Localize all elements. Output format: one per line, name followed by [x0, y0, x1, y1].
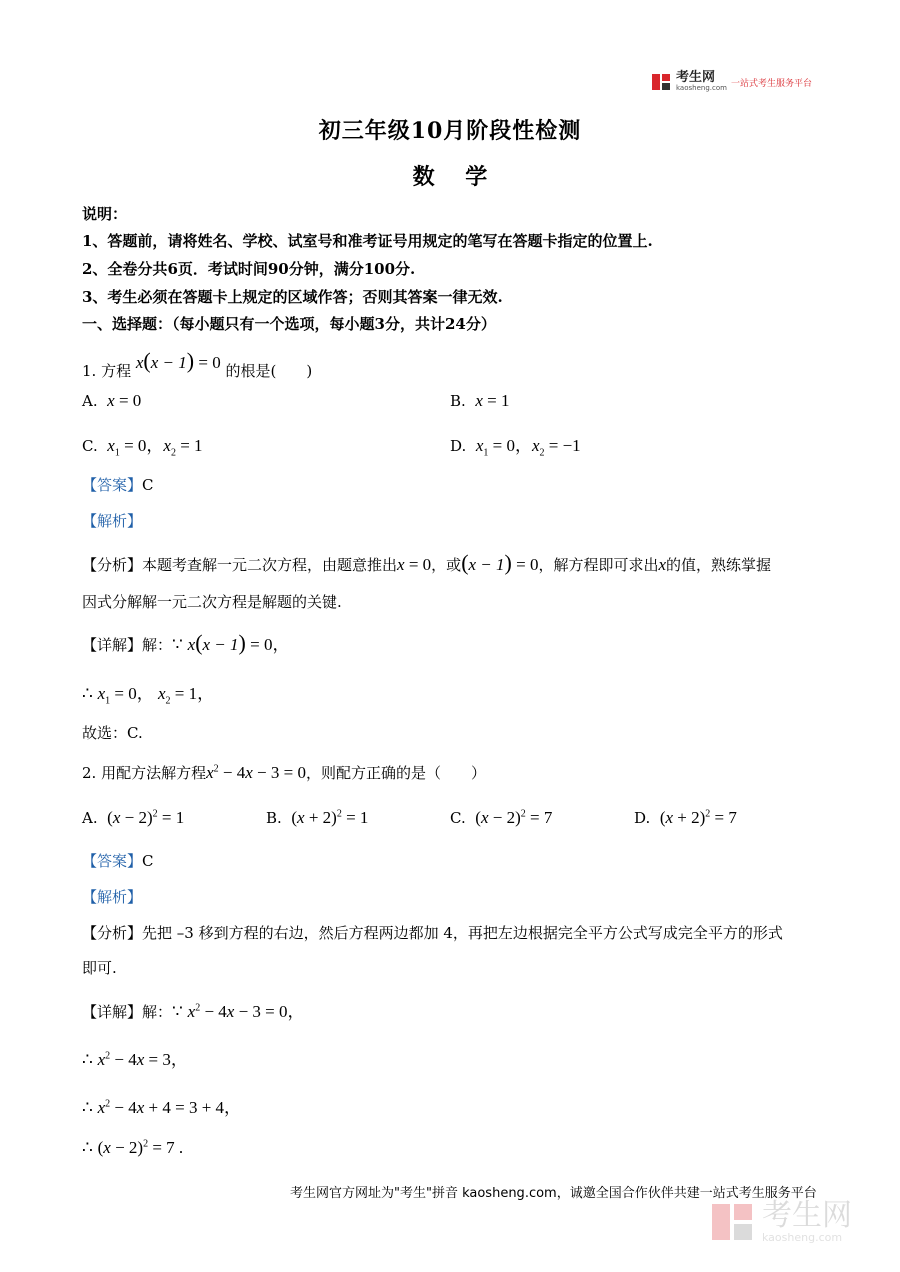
analysis-line: 即可. — [82, 959, 117, 977]
instruction-item: 3、考生必须在答题卡上规定的区域作答；否则其答案一律无效. — [82, 288, 503, 306]
analysis-line: 因式分解解一元二次方程是解题的关键. — [82, 593, 342, 611]
watermark-name: 考生网 — [762, 1197, 852, 1233]
answer-value: C — [142, 476, 154, 494]
answer-2 — [82, 850, 154, 871]
equation: x(x − 1) = 0 — [135, 348, 221, 373]
detail-line: ∴ $x^2 - 4x + 4 = 3 + 4$， — [82, 1098, 242, 1117]
analysis-tag: 【解析】 — [82, 888, 143, 906]
question-1-prefix: 1. 方程 — [82, 362, 132, 380]
option-b: B. x = 1 — [450, 391, 510, 410]
analysis-line: 【分析】先把 –3 移到方程的右边，然后方程两边都加 4，再把左边根据完全平方公式写成完全平方的形式 — [82, 924, 783, 942]
kaosheng-watermark-icon — [712, 1200, 756, 1244]
logo-domain: kaosheng.com — [676, 84, 727, 92]
option-c: C. $x_1 = 0$，$x_2 = 1$ — [82, 436, 203, 459]
detail-line: ∴ $x^2 - 4x = 3$， — [82, 1050, 188, 1069]
question-1 — [82, 348, 313, 382]
conclusion: 故选：C. — [82, 724, 143, 742]
logo-name: 考生网 — [676, 70, 716, 85]
option-c: C. $(x - 2)^2 = 7$ — [450, 808, 553, 827]
watermark — [712, 1197, 852, 1244]
detail-line: ∴ $(x - 2)^2 = 7$ . — [82, 1138, 184, 1157]
header-logo — [652, 72, 812, 92]
page-title: 初三年级10月阶段性检测 — [318, 118, 582, 144]
kaosheng-logo-icon — [652, 72, 672, 92]
analysis-line: 【分析】本题考查解一元二次方程，由题意推出x = 0，或(x − 1) = 0，解方程即可求出x的值，熟练掌握 — [82, 550, 772, 575]
watermark-domain: kaosheng.com — [762, 1230, 843, 1244]
option-b: B. $(x + 2)^2 = 1$ — [266, 808, 369, 827]
detail-line: 【详解】解：∵ x(x − 1) = 0， — [82, 630, 290, 655]
detail-line: ∴ $x_1 = 0$， $x_2 = 1$， — [82, 684, 215, 707]
logo-slogan: 一站式考生服务平台 — [730, 78, 812, 89]
analysis-tag: 【解析】 — [82, 512, 143, 530]
option-d: D. $x_1 = 0$，$x_2 = -1$ — [450, 436, 581, 459]
footer-text: 考生网官方网址为"考生"拼音 kaosheng.com，诚邀全国合作伙伴共建一站式考生服务平台 — [290, 1186, 817, 1201]
option-a: A. x = 0 — [82, 391, 142, 410]
detail-line: 【详解】解：∵ $x^2 - 4x - 3 = 0$， — [82, 1002, 305, 1021]
instructions-heading: 说明： — [82, 205, 128, 223]
section-heading: 一、选择题：（每小题只有一个选项，每小题3分，共计24分） — [82, 315, 496, 333]
question-2: 2. 用配方法解方程$x^2 - 4x - 3 = 0$，则配方正确的是（ ） — [82, 763, 486, 782]
answer-value: C — [142, 852, 154, 870]
instruction-item: 1、答题前，请将姓名、学校、试室号和准考证号用规定的笔写在答题卡指定的位置上. — [82, 232, 653, 250]
answer-tag: 【答案】 — [82, 476, 143, 494]
instruction-item: 2、全卷分共6页．考试时间90分钟，满分100分. — [82, 260, 416, 278]
subject-title: 数 学 — [412, 164, 488, 190]
option-a: A. $(x - 2)^2 = 1$ — [82, 808, 185, 827]
answer-1 — [82, 474, 154, 495]
answer-tag: 【答案】 — [82, 852, 143, 870]
question-1-suffix: 的根是( ) — [225, 362, 313, 380]
option-d: D. $(x + 2)^2 = 7$ — [634, 808, 737, 827]
